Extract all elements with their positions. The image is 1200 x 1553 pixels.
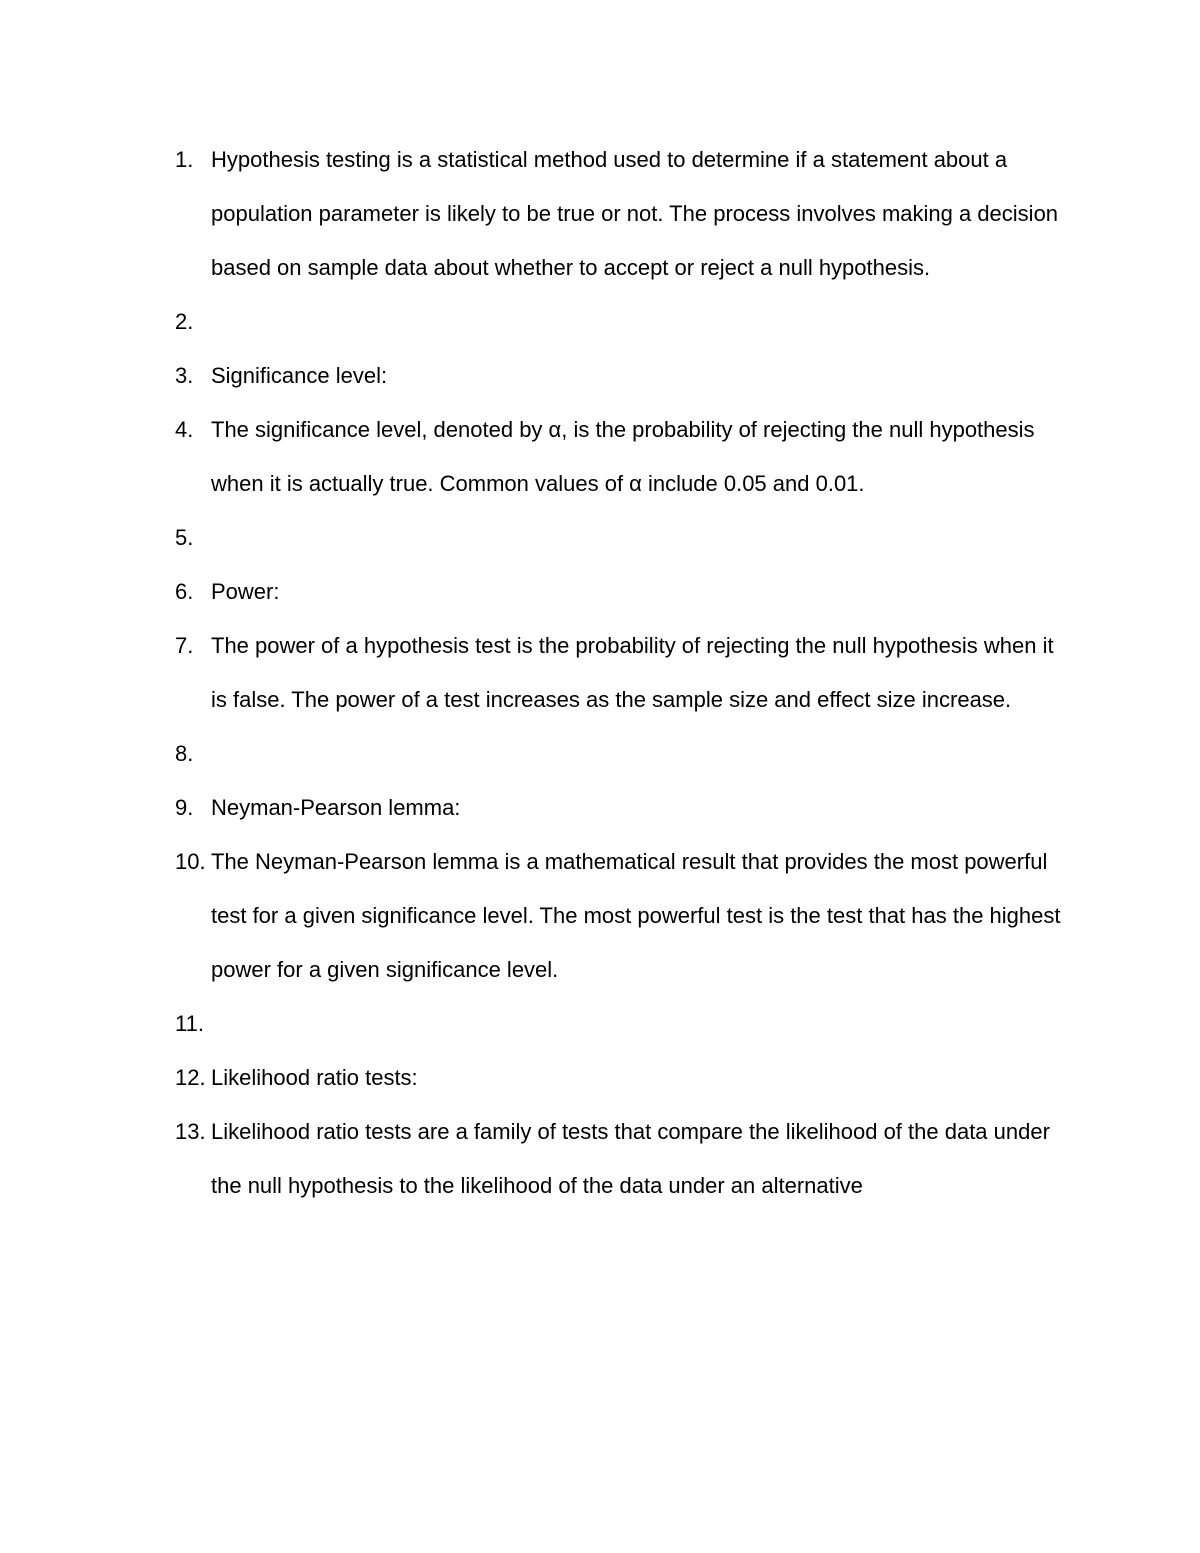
- list-item-text: [211, 727, 1061, 781]
- list-item-number: 12.: [175, 1065, 206, 1090]
- list-item: [0, 619, 1200, 727]
- list-item-number: 7.: [175, 633, 194, 658]
- list-item-text: [211, 295, 1061, 349]
- list-item: [0, 403, 1200, 511]
- list-item-number: 2.: [175, 309, 194, 334]
- list-item-text: The power of a hypothesis test is the probability of rejecting the null hypothesis when it is false. The power of a test increases as the sample size and effect size increase.: [211, 633, 1054, 712]
- list-item-text: [211, 511, 1061, 565]
- list-item-text: Power:: [211, 579, 280, 604]
- list-item-number: 4.: [175, 417, 194, 442]
- list-item-number: 9.: [175, 795, 194, 820]
- list-item-text: The significance level, denoted by α, is the probability of rejecting the null hypothesis when it is actually true. Common values of α include 0.05 and 0.01.: [211, 417, 1035, 496]
- list-item-text: Significance level:: [211, 363, 388, 388]
- list-item-text: Likelihood ratio tests are a family of tests that compare the likelihood of the data under the null hypothesis to the likelihood of the data under an alternative: [211, 1119, 1050, 1198]
- list-item: [0, 349, 1200, 403]
- list-item-number: 1.: [175, 147, 194, 172]
- list-item-number: 10.: [175, 849, 206, 874]
- numbered-list: [0, 133, 1200, 1213]
- list-item: [0, 1051, 1200, 1105]
- list-item-text: [211, 997, 1061, 1051]
- list-item-number: 3.: [175, 363, 194, 388]
- list-item-number: 8.: [175, 741, 194, 766]
- list-item-number: 13.: [175, 1119, 206, 1144]
- list-item: [0, 133, 1200, 295]
- list-item: [0, 295, 1200, 349]
- list-item-text: Neyman-Pearson lemma:: [211, 795, 461, 820]
- list-item-text: Hypothesis testing is a statistical method used to determine if a statement about a population parameter is likely to be true or not. The process involves making a decision based on sample data about whether to accept or reject a null hypothesis.: [211, 147, 1059, 280]
- list-item: [0, 565, 1200, 619]
- list-item: [0, 1105, 1200, 1213]
- list-item-number: 6.: [175, 579, 194, 604]
- list-item: [0, 511, 1200, 565]
- list-item-text: The Neyman-Pearson lemma is a mathematical result that provides the most powerful test for a given significance level. The most powerful test is the test that has the highest power for a given significance level.: [211, 849, 1061, 982]
- list-item: [0, 997, 1200, 1051]
- list-item: [0, 781, 1200, 835]
- list-item: [0, 727, 1200, 781]
- list-item-number: 5.: [175, 525, 194, 550]
- list-item-number: 11.: [175, 1011, 204, 1036]
- list-item-text: Likelihood ratio tests:: [211, 1065, 418, 1090]
- list-item: [0, 835, 1200, 997]
